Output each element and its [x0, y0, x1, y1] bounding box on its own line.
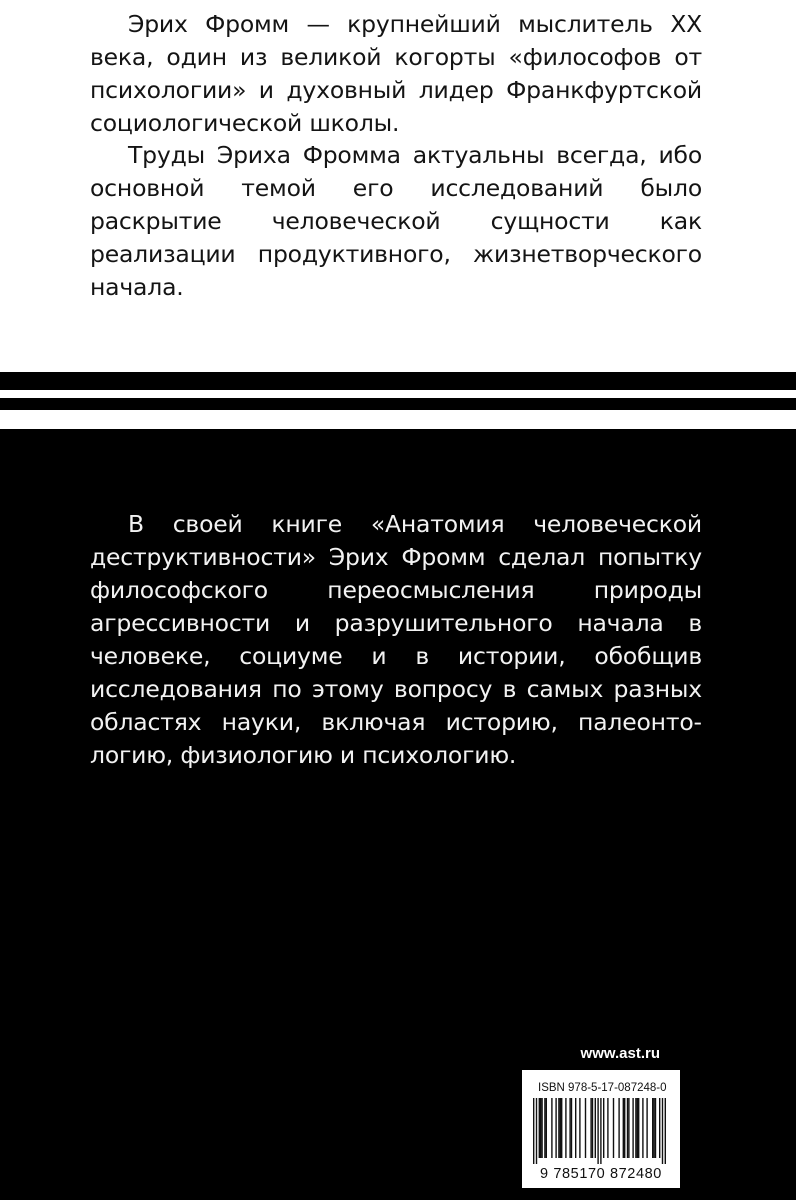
barcode-bar [655, 1098, 656, 1158]
barcode-bar [561, 1098, 562, 1158]
barcode-bar [597, 1098, 598, 1164]
barcode-bar [646, 1098, 647, 1158]
barcode-bar [637, 1098, 638, 1158]
barcode-bar [659, 1098, 660, 1158]
barcode-bar [533, 1098, 534, 1164]
barcode-bar [592, 1098, 593, 1158]
barcode-bar [555, 1098, 556, 1158]
barcode-bar [653, 1098, 654, 1158]
barcode-bar [565, 1098, 566, 1158]
barcode-bar [558, 1098, 559, 1158]
barcode-bar [571, 1098, 572, 1158]
barcode-bar [603, 1098, 604, 1158]
annotation-paragraph: В своей книге «Анатомия человеческой деструктивности» Эрих Фромм сделал попытку философского переосмысления природы агрессивности и разрушительного начала в человеке, социуме и в истории, обобщив исследования по этому вопросу в самых разных областях науки, включая историю, палеонтологию, физиологию и психологию. [90, 510, 702, 769]
barcode-bar [541, 1098, 542, 1158]
barcode-bar [579, 1098, 580, 1158]
barcode-digits: 9 785170 872480 [540, 1166, 662, 1182]
divider-band-thick [0, 372, 796, 390]
barcode-bar [628, 1098, 629, 1158]
barcode-bar [618, 1098, 619, 1158]
barcode-icon [530, 1098, 672, 1164]
barcode-bar [585, 1098, 586, 1158]
barcode-bar [642, 1098, 643, 1158]
intro-paragraph-2: Труды Эриха Фромма актуальны всегда, ибо основной темой его исследований было раскрытие человеческой сущности как реализации продуктивного, жизнетворческого начала. [90, 141, 702, 301]
barcode-bar [613, 1098, 614, 1158]
divider-band-thin [0, 398, 796, 410]
barcode-bar [569, 1098, 570, 1158]
barcode-bar [560, 1098, 561, 1158]
isbn-label: ISBN 978-5-17-087248-0 [538, 1082, 667, 1094]
barcode-bar [575, 1098, 576, 1158]
barcode-bar [632, 1098, 633, 1158]
barcode-bar [652, 1098, 653, 1158]
publisher-url: www.ast.ru [580, 1045, 660, 1062]
barcode-bar [600, 1098, 601, 1164]
barcode-bar [590, 1098, 591, 1158]
barcode-bar [665, 1098, 666, 1164]
barcode-bar [595, 1098, 596, 1158]
barcode-bar [624, 1098, 625, 1158]
isbn-barcode-box [522, 1070, 680, 1188]
barcode-bar [539, 1098, 540, 1158]
barcode-bar [638, 1098, 639, 1158]
barcode-bar [546, 1098, 547, 1158]
barcode-bar [623, 1098, 624, 1158]
barcode-bar [540, 1098, 541, 1158]
intro-paragraph-1: Эрих Фромм — крупнейший мыслитель XX века, один из великой когорты «философов от психологии» и духовный лидер Франкфуртской социологической школы. [90, 10, 702, 137]
barcode-bar [536, 1098, 537, 1164]
barcode-bar [607, 1098, 608, 1158]
barcode-bar [627, 1098, 628, 1158]
barcode-bar [662, 1098, 663, 1164]
barcode-bar [635, 1098, 636, 1158]
barcode-bar [551, 1098, 552, 1158]
barcode-bar [544, 1098, 545, 1158]
